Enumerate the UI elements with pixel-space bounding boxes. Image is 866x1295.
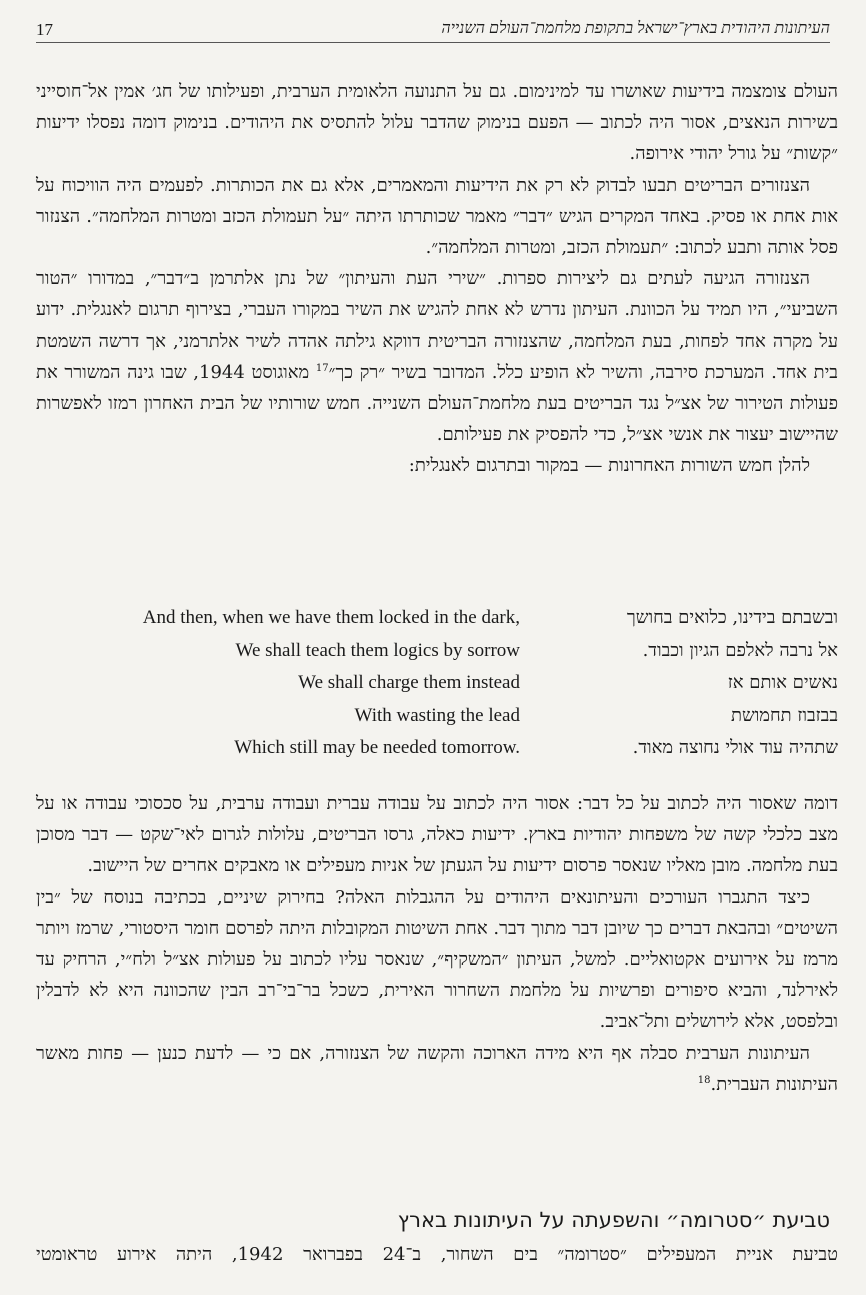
poem-english-line: We shall charge them instead: [298, 672, 520, 693]
poem-english-line: And then, when we have them locked in the dark,: [142, 607, 520, 628]
paragraph-5: דומה שאסור היה לכתוב על כל דבר: אסור היה לכתוב על עבודה עברית ועבודה ערבית, על סכסוכי עבודה או על מצב כלכלי קשה של משפחות יהודיות בארץ. ידיעות כאלה, גרסו הבריטים, עלולות לגרום לאי־שקט — דבר מסוכן בעת מלחמה. מובן מאליו שנאסר פרסום ידיעות על הגעתן של אניות מעפילים או מאבקים אחרים של היישוב.: [36, 793, 838, 877]
page-number: 17: [36, 20, 53, 39]
paragraph-7-text: העיתונות הערבית סבלה אף היא מידה הארוכה והקשה של הצנזורה, אם כי — לדעת כנען — פחות מאשר העיתונות העברית.: [36, 1042, 838, 1095]
poem-block: [36, 602, 838, 762]
body-text-upper: [36, 76, 838, 482]
paragraph-4: להלן חמש השורות האחרונות — במקור ובתרגום לאנגלית:: [408, 455, 810, 477]
running-title: העיתונות היהודית בארץ־ישראל בתקופת מלחמת־העולם השנייה: [441, 20, 830, 37]
poem-english-line: We shall teach them logics by sorrow: [235, 639, 520, 661]
footnote-ref-17: 17: [315, 362, 329, 374]
paragraph-7: [36, 1038, 838, 1100]
poem-hebrew-line: שתהיה עוד אולי נחוצה מאוד.: [632, 737, 838, 758]
paragraph-3-text: הצנזורה הגיעה לעתים גם ליצירות ספרות. ״שירי העת והעיתון״ של נתן אלתרמן ב״דבר״, במדורו ״הטור השביעי״, היו תמיד על הכוונת. העיתון נדרש לא אחת להגיש את השיר במקורו העברי, בצירוף תרגום לאנגלית. ידוע על מקרה אחד לפחות, בעת המלחמה, שהצנזורה הבריטית דווקא גילתה אהדה לשיר אלתרמני, אך דרשה השמטת בית אחד. המערכת סירבה, והשיר לא הופיע כלל. המדובר בשיר ״רק כך״: [36, 268, 838, 383]
poem-hebrew: [508, 602, 838, 765]
poem-english-line: Which still may be needed tomorrow.: [234, 737, 520, 758]
running-head: [36, 20, 830, 43]
section-heading: טביעת ״סטרומה״ והשפעתה על העיתונות בארץ: [397, 1208, 830, 1232]
poem-english-line: With wasting the lead: [354, 704, 520, 726]
poem-english: [58, 602, 520, 765]
poem-hebrew-line: נאשים אותם אז: [727, 672, 838, 693]
paragraph-3: [36, 263, 838, 450]
paragraph-1: העולם צומצמה בידיעות שאושרו עד למינימום. גם על התנועה הלאומית הערבית, ופעילותו של חג׳ אמין אל־חוסייני בשירות הנאצים, אסור היה לכתוב — הפעם בנימוק שהדבר עלול להתסיס את היהודים. בנימוק דומה נפסלו ידיעות ״קשות״ על גורל יהודי אירופה.: [36, 81, 838, 165]
footnote-ref-18: 18: [697, 1074, 711, 1086]
body-text-lower: [36, 788, 838, 1100]
section-first-line: טביעת אניית המעפילים ״סטרומה״ בים השחור, ב־24 בפברואר 1942, היתה אירוע טראומטי: [36, 1244, 838, 1265]
poem-hebrew-line: אל נרבה לאלפם הגיון וכבוד.: [642, 639, 838, 661]
poem-hebrew-line: ובשבתם בידינו, כלואים בחושך: [626, 607, 838, 628]
poem-hebrew-line: בבזבוז תחמושת: [730, 704, 838, 726]
paragraph-6: כיצד התגברו העורכים והעיתונאים היהודים על ההגבלות האלה? בחירוק שיניים, בכתיבה בנוסח של ״בין השיטים״ ובהבאת דברים כך שיובן דבר מתוך דבר. אחת השיטות המקובלות היתה לפרסם חומר היסטורי, שרמז ויותר מרמז על אירועים אקטואליים. למשל, העיתון ״המשקיף״, שנאסר עליו לכתוב על פעולות אצ״ל ולח״י, הרחיק עד לאירלנד, והביא סיפורים ופרשיות על מלחמת השחרור האירית, כשכל בר־בי־רב הבין שהכוונה היא לא לדבלין ובלפסט, אלא לירושלים ותל־אביב.: [36, 886, 838, 1033]
paragraph-2: הצנזורים הבריטים תבעו לבדוק לא רק את הידיעות והמאמרים, אלא גם את הכותרות. לפעמים היה הוויכוח על אות אחת או פסיק. באחד המקרים הגיש ״דבר״ מאמר שכותרתו היתה ״על תעמולת הכזב ומטרות המלחמה״. הצנזור פסל אותה ותבע לכתוב: ״תעמולת הכזב, ומטרות המלחמה״.: [36, 174, 838, 259]
paragraph-3-text-after: מאוגוסט 1944, שבו גינה המשורר את פעולות הטירור של אצ״ל נגד הבריטים בעת מלחמת־העולם השנייה. חמש שורותיו של הבית האחרון רמזו לאפשרות שהיישוב יעצור את אנשי אצ״ל, כדי להפסיק את פעילותם.: [36, 361, 838, 446]
